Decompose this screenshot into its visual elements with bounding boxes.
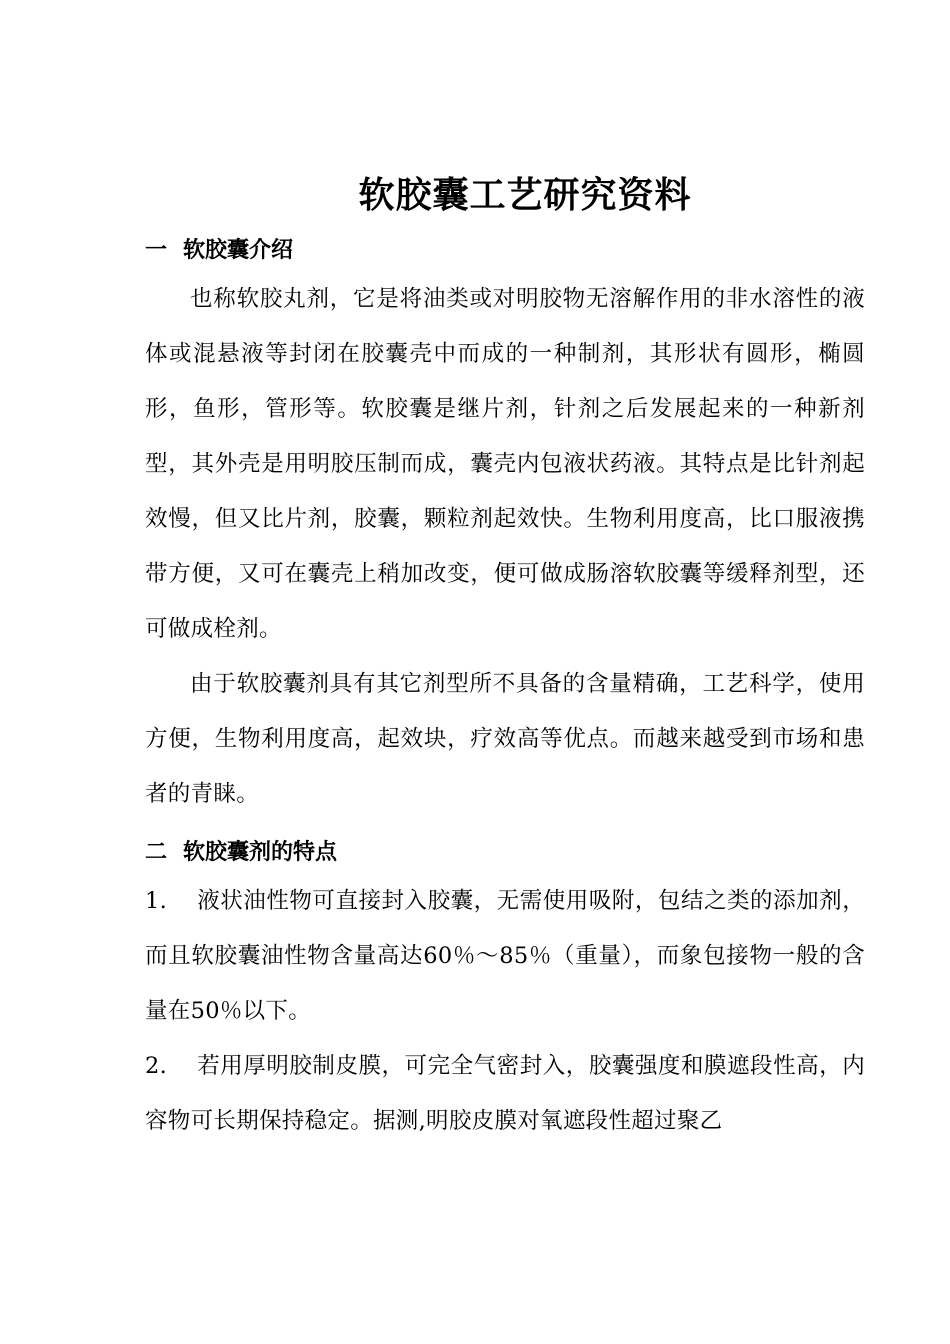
paragraph-advantages: 由于软胶囊剂具有其它剂型所不具备的含量精确，工艺科学，使用方便，生物利用度高，起效块，疗效高等优点。而越来越受到市场和患者的青睐。 [145, 671, 865, 807]
section-title: 软胶囊介绍 [183, 238, 294, 263]
list-item-text: 液状油性物可直接封入胶囊，无需使用吸附，包结之类的添加剂，而且软胶囊油性物含量高达60％～85％（重量），而象包接物一般的含量在50％以下。 [145, 888, 865, 1024]
list-item-marker: 1. [145, 888, 168, 914]
document-title: 软胶囊工艺研究资料 [358, 174, 692, 216]
document-body [145, 230, 865, 1149]
section-number: 一 [145, 238, 168, 263]
list-item [145, 1039, 865, 1149]
list-item-marker: 2. [145, 1053, 168, 1079]
list-item-text: 若用厚明胶制皮膜，可完全气密封入，胶囊强度和膜遮段性高，内容物可长期保持稳定。据测,明胶皮膜对氧遮段性超过聚乙 [145, 1053, 865, 1134]
section-number: 二 [145, 840, 168, 865]
section-heading-1 [145, 230, 865, 272]
paragraph-intro: 也称软胶丸剂，它是将油类或对明胶物无溶解作用的非水溶性的液体或混悬液等封闭在胶囊壳中而成的一种制剂，其形状有圆形，椭圆形，鱼形，管形等。软胶囊是继片剂，针剂之后发展起来的一种新剂型，其外壳是用明胶压制而成，囊壳内包液状药液。其特点是比针剂起效慢，但又比片剂，胶囊，颗粒剂起效快。生物利用度高，比口服液携带方便，又可在囊壳上稍加改变，便可做成肠溶软胶囊等缓释剂型，还可做成栓剂。 [145, 286, 865, 642]
section-title: 软胶囊剂的特点 [183, 840, 338, 865]
section-heading-2 [145, 832, 865, 874]
list-item [145, 874, 865, 1039]
